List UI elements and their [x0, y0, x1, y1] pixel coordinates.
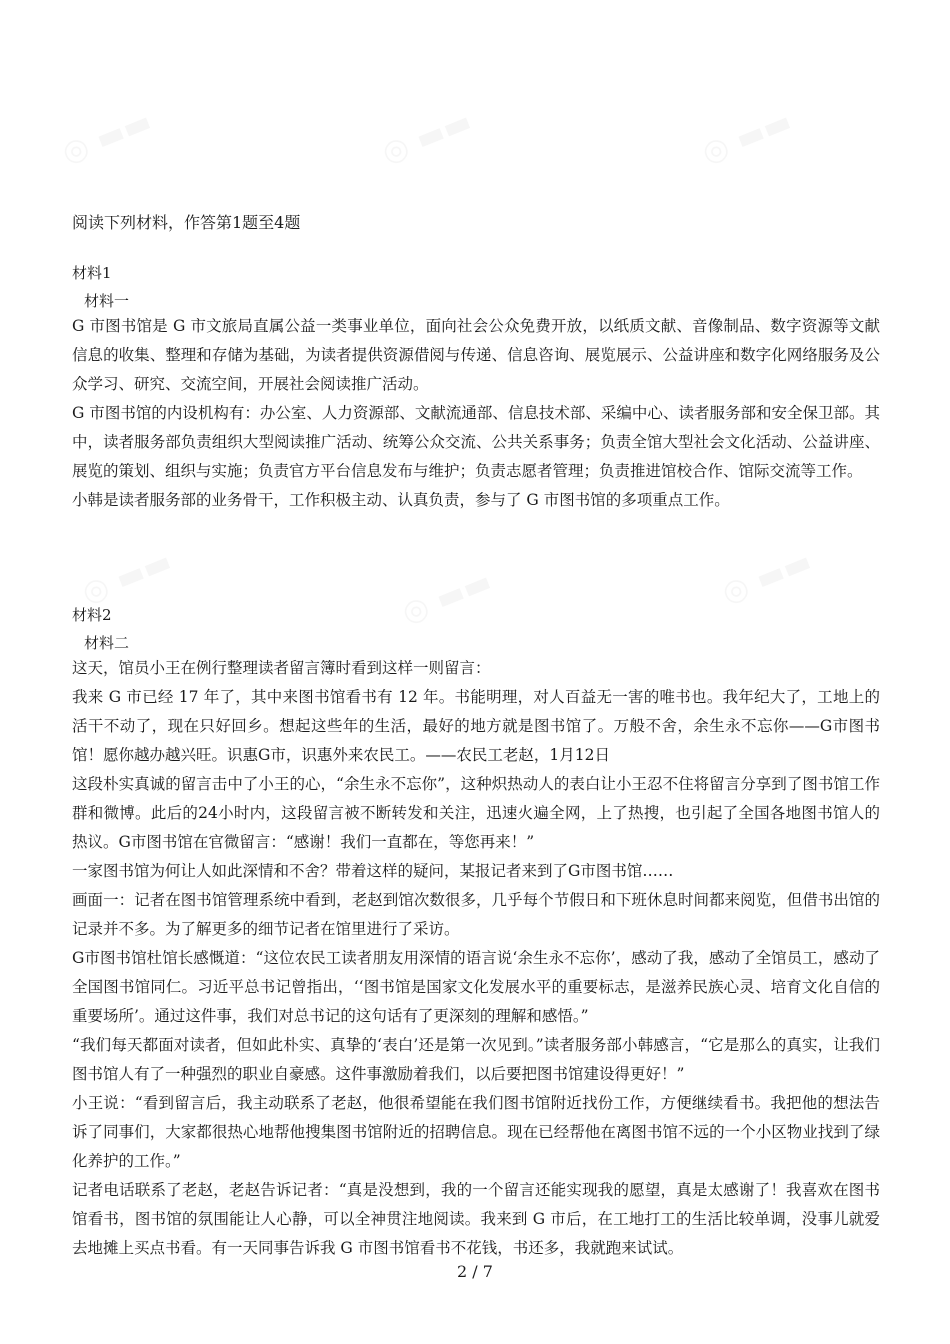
- paragraph: “我们每天都面对读者，但如此朴实、真挚的‘表白’还是第一次见到。”读者服务部小韩感言，“它是那么的真实，让我们图书馆人有了一种强烈的职业自豪感。这件事激励着我们，以后要把图书馆建设得更好！”: [72, 1036, 880, 1083]
- watermark: [397, 564, 497, 631]
- watermark: [697, 104, 797, 171]
- question-instruction: 阅读下列材料，作答第1题至4题: [72, 213, 301, 232]
- paragraph: 画面一：记者在图书馆管理系统中看到，老赵到馆次数很多，几乎每个节假日和下班休息时间都来阅览，但借书出馆的记录并不多。为了解更多的细节记者在馆里进行了采访。: [72, 891, 880, 938]
- paragraph: 这天，馆员小王在例行整理读者留言簿时看到这样一则留言：: [72, 659, 491, 677]
- material-2-title: 材料二: [84, 634, 130, 652]
- material-2-label: 材料2: [72, 606, 112, 624]
- material-1-title: 材料一: [84, 292, 130, 310]
- paragraph: 这段朴实真诚的留言击中了小王的心，“余生永不忘你”，这种炽热动人的表白让小王忍不住将留言分享到了图书馆工作群和微博。此后的24小时内，这段留言被不断转发和关注，迅速火遍全网，上了热搜，也引起了全国各地图书馆人的热议。G市图书馆在官微留言：“感谢！我们一直都在，等您再来！”: [72, 775, 880, 851]
- material-2-body: [72, 654, 880, 1263]
- paragraph: 记者电话联系了老赵，老赵告诉记者：“真是没想到，我的一个留言还能实现我的愿望，真是太感谢了！我喜欢在图书馆看书，图书馆的氛围能让人心静，可以全神贯注地阅读。我来到 G 市后，在工地打工的生活比较单调，没事儿就爱去地摊上买点书看。有一天同事告诉我 G 市图书馆看书不花钱，书还多，我就跑来试试。: [72, 1181, 880, 1257]
- paragraph: 一家图书馆为何让人如此深情和不舍？带着这样的疑问，某报记者来到了G市图书馆……: [72, 862, 674, 880]
- paragraph: 我来 G 市已经 17 年了，其中来图书馆看书有 12 年。书能明理，对人百益无一害的唯书也。我年纪大了，工地上的活干不动了，现在只好回乡。想起这些年的生活，最好的地方就是图书馆了。万般不舍，余生永不忘你——G市图书馆！愿你越办越兴旺。识惠G市，识惠外来农民工。——农民工老赵，1月12日: [72, 688, 880, 764]
- watermark: [717, 544, 817, 611]
- page-number: 2 / 7: [457, 1262, 493, 1281]
- paragraph: G 市图书馆的内设机构有：办公室、人力资源部、文献流通部、信息技术部、采编中心、读者服务部和安全保卫部。其中，读者服务部负责组织大型阅读推广活动、统筹公众交流、公共关系事务；负责全馆大型社会文化活动、公益讲座、展览的策划、组织与实施；负责官方平台信息发布与维护；负责志愿者管理；负责推进馆校合作、馆际交流等工作。: [72, 404, 880, 480]
- paragraph: G 市图书馆是 G 市文旅局直属公益一类事业单位，面向社会公众免费开放，以纸质文献、音像制品、数字资源等文献信息的收集、整理和存储为基础，为读者提供资源借阅与传递、信息咨询、展览展示、公益讲座和数字化网络服务及公众学习、研究、交流空间，开展社会阅读推广活动。: [72, 317, 880, 393]
- paragraph: 小王说：“看到留言后，我主动联系了老赵，他很希望能在我们图书馆附近找份工作，方便继续看书。我把他的想法告诉了同事们，大家都很热心地帮他搜集图书馆附近的招聘信息。现在已经帮他在离图书馆不远的一个小区物业找到了绿化养护的工作。”: [72, 1094, 880, 1170]
- paragraph: G市图书馆杜馆长感慨道：“这位农民工读者朋友用深情的语言说‘余生永不忘你’，感动了我，感动了全馆员工，感动了全国图书馆同仁。习近平总书记曾指出，‘‘图书馆是国家文化发展水平的重要标志，是滋养民族心灵、培育文化自信的重要场所’。通过这件事，我们对总书记的这句话有了更深刻的理解和感悟。”: [72, 949, 880, 1025]
- material-1-body: [72, 312, 880, 515]
- watermark: [57, 104, 157, 171]
- paragraph: 小韩是读者服务部的业务骨干，工作积极主动、认真负责，参与了 G 市图书馆的多项重点工作。: [72, 491, 730, 509]
- watermark: [377, 104, 477, 171]
- watermark: [77, 544, 177, 611]
- material-1-label: 材料1: [72, 264, 112, 282]
